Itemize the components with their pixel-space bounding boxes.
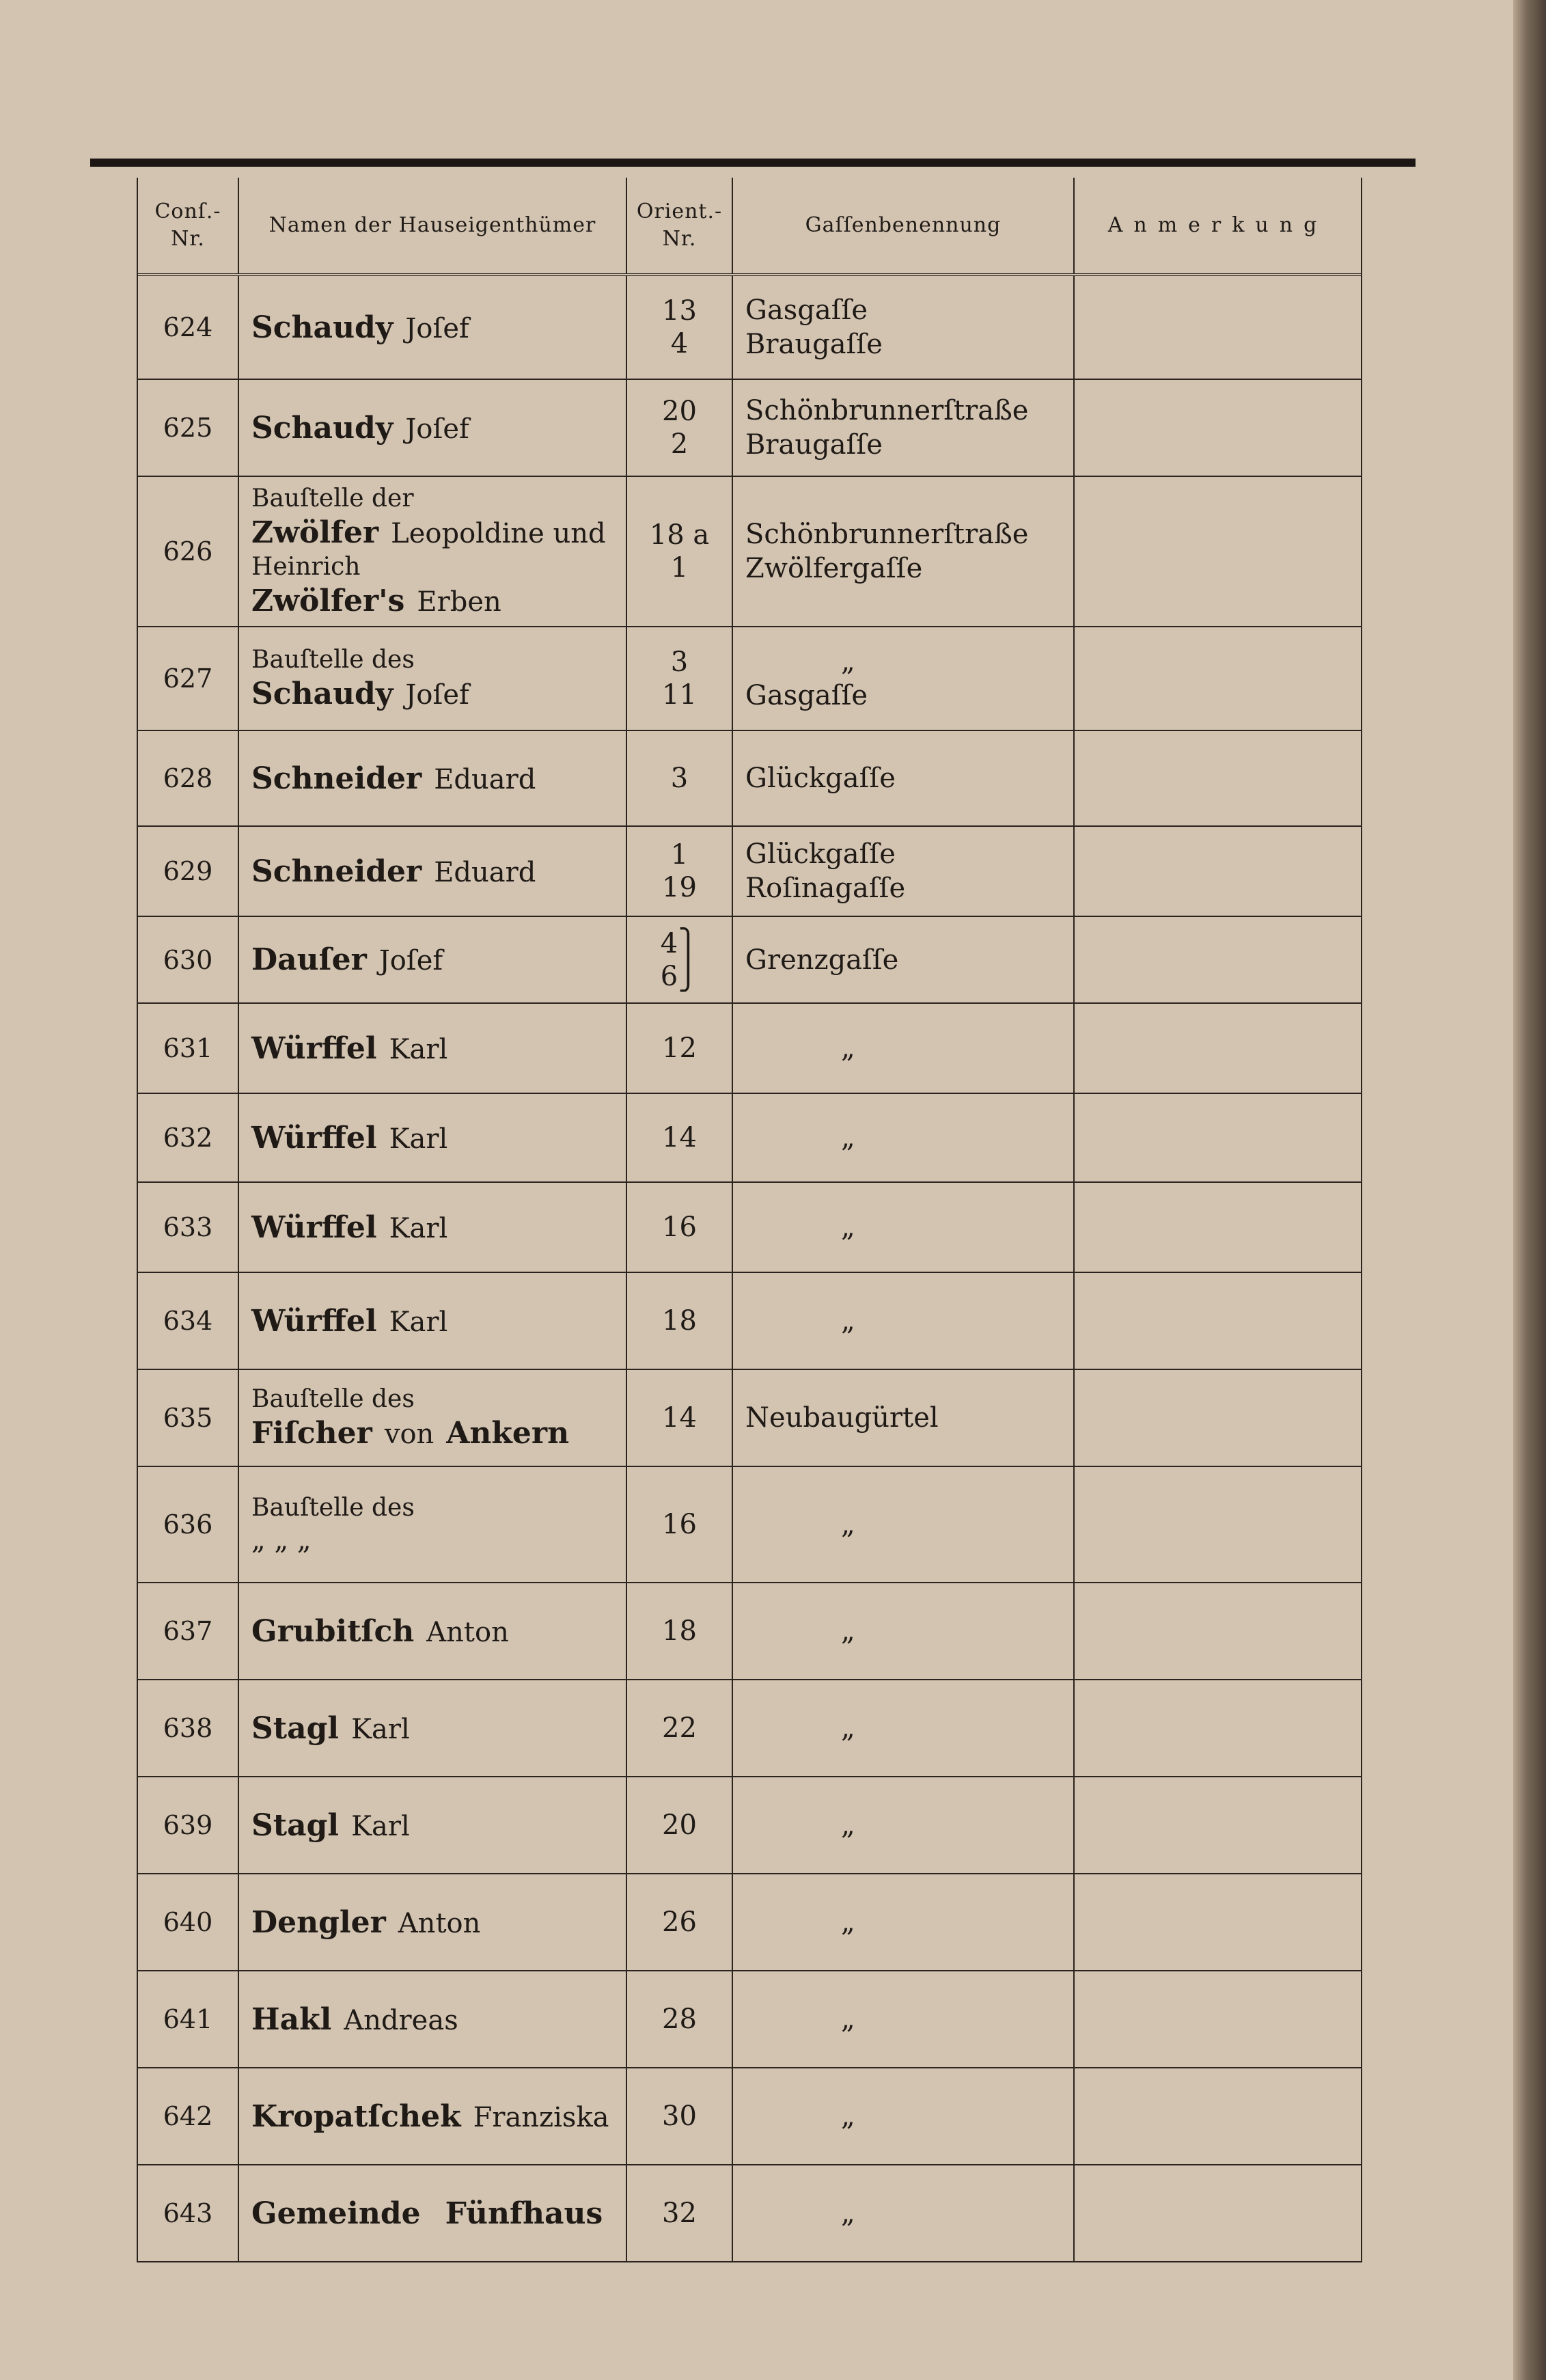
street-name	[733, 1583, 1075, 1679]
conscription-number-text: 629	[163, 856, 213, 886]
owner-given-name: Leopoldine und	[391, 518, 606, 549]
table-row	[138, 2068, 1361, 2165]
register-table	[137, 178, 1362, 2262]
orientation-number-text: 2	[670, 428, 689, 460]
orientation-number	[627, 276, 733, 379]
street-name-text: „	[841, 1615, 855, 1647]
table-row	[138, 1467, 1361, 1583]
table-row	[138, 1583, 1361, 1680]
owner-surname: Schaudy	[251, 676, 394, 711]
street-name-text: Grenzgaſſe	[745, 944, 899, 976]
conscription-number	[138, 1583, 239, 1679]
street-name	[733, 1094, 1075, 1181]
owner-prefix: Bauſtelle des	[251, 646, 415, 674]
owner-name	[239, 1777, 627, 1873]
orientation-number	[627, 1874, 733, 1970]
conscription-number	[138, 1680, 239, 1776]
orientation-number	[627, 1183, 733, 1272]
street-name-text: Gasgaſſe	[745, 680, 868, 711]
owner-given-name: Joſef	[405, 312, 469, 344]
owner-name	[239, 917, 627, 1002]
conscription-number	[138, 477, 239, 626]
remark-cell	[1075, 917, 1361, 1002]
conscription-number-text: 626	[163, 536, 213, 566]
owner-name	[239, 1680, 627, 1776]
remark-cell	[1075, 1874, 1361, 1970]
book-spine	[1513, 0, 1546, 2380]
conscription-number-text: 640	[163, 1907, 213, 1937]
table-row	[138, 1874, 1361, 1971]
owner-name	[239, 1874, 627, 1970]
conscription-number	[138, 1874, 239, 1970]
orientation-number	[627, 477, 733, 626]
table-row	[138, 1680, 1361, 1777]
owner-name	[239, 276, 627, 379]
conscription-number-text: 627	[163, 664, 213, 694]
street-name	[733, 2165, 1075, 2261]
orientation-number-text: 19	[662, 872, 697, 903]
conscription-number-text: 630	[163, 944, 213, 975]
owner-given-name: Karl	[351, 1810, 410, 1842]
street-name	[733, 1183, 1075, 1272]
remark-cell	[1075, 1777, 1361, 1873]
owner-surname: Grubitſch	[251, 1613, 415, 1649]
conscription-number	[138, 2068, 239, 2164]
orientation-number-text: 3	[670, 763, 689, 794]
conscription-number	[138, 1467, 239, 1582]
street-name-text: „	[841, 1122, 855, 1153]
street-name	[733, 276, 1075, 379]
orientation-number-text: 20	[662, 396, 697, 427]
owner-name	[239, 380, 627, 476]
remark-cell	[1075, 1183, 1361, 1272]
conscription-number	[138, 1777, 239, 1873]
owner-surname: Würffel	[251, 1303, 377, 1339]
remark-cell	[1075, 2068, 1361, 2164]
owner-given-name: Karl	[389, 1033, 448, 1065]
table-row	[138, 380, 1361, 477]
remark-cell	[1075, 1680, 1361, 1776]
orientation-number	[627, 2165, 733, 2261]
header-conscription-nr: Conſ.- Nr.	[138, 178, 239, 273]
street-name	[733, 1004, 1075, 1093]
orientation-number-text: 1	[670, 839, 689, 871]
owner-surname-2: Ankern	[446, 1416, 570, 1451]
conscription-number-text: 638	[163, 1713, 213, 1743]
orientation-number	[627, 1971, 733, 2067]
owner-name	[239, 1370, 627, 1466]
conscription-number	[138, 1004, 239, 1093]
street-name-text: „	[841, 1906, 855, 1938]
owner-given-name: Anton	[426, 1616, 509, 1648]
owner-name	[239, 2165, 627, 2261]
street-name-text: „	[841, 2101, 855, 2132]
table-header	[138, 178, 1361, 276]
owner-surname: Stagl	[251, 1710, 340, 1746]
owner-surname: Fiſcher	[251, 1416, 372, 1451]
conscription-number-text: 631	[163, 1033, 213, 1063]
conscription-number	[138, 1094, 239, 1181]
remark-cell	[1075, 2165, 1361, 2261]
owner-surname: Gemeinde	[251, 2196, 421, 2231]
orientation-number	[627, 1680, 733, 1776]
street-name-text: Roſinagaſſe	[745, 873, 906, 904]
owner-name	[239, 1183, 627, 1272]
orientation-number	[627, 1273, 733, 1369]
owner-given-name: Franziska	[473, 2101, 609, 2133]
remark-cell	[1075, 1094, 1361, 1181]
street-name	[733, 627, 1075, 730]
header-street-name: Gaſſenbenennung	[733, 178, 1075, 273]
owner-name	[239, 1467, 627, 1582]
conscription-number-text: 641	[163, 2004, 213, 2034]
street-name	[733, 917, 1075, 1002]
orientation-number-text: 12	[662, 1032, 697, 1064]
owner-prefix: Bauſtelle des	[251, 1385, 415, 1413]
table-row	[138, 1094, 1361, 1183]
remark-cell	[1075, 1583, 1361, 1679]
conscription-number-text: 634	[163, 1306, 213, 1336]
orientation-number	[627, 1004, 733, 1093]
remark-cell	[1075, 627, 1361, 730]
owner-given-name: von	[384, 1419, 434, 1450]
owner-surname: Schaudy	[251, 310, 394, 345]
orientation-number	[627, 627, 733, 730]
orientation-number-text: 4	[670, 328, 689, 359]
owner-given-name: Eduard	[434, 856, 536, 888]
owner-surname: Kropatſchek	[251, 2098, 461, 2134]
street-name	[733, 1370, 1075, 1466]
conscription-number-text: 636	[163, 1509, 213, 1540]
header-orientation-nr: Orient.- Nr.	[627, 178, 733, 273]
owner-name	[239, 1094, 627, 1181]
orientation-number-text: 20	[662, 1809, 697, 1841]
owner-surname: Schaudy	[251, 410, 394, 446]
table-row	[138, 1971, 1361, 2068]
owner-surname-2: Zwölfer's	[251, 584, 405, 618]
remark-cell	[1075, 731, 1361, 825]
street-name	[733, 1467, 1075, 1582]
table-row	[138, 1273, 1361, 1370]
owner-extra: Heinrich	[251, 553, 361, 581]
table-row	[138, 917, 1361, 1004]
conscription-number	[138, 731, 239, 825]
street-name-text: Gasgaſſe	[745, 295, 868, 326]
table-row	[138, 477, 1361, 627]
orientation-number-text: 32	[662, 2198, 697, 2229]
orientation-number	[627, 1777, 733, 1873]
remark-cell	[1075, 276, 1361, 379]
conscription-number-text: 633	[163, 1212, 213, 1242]
orientation-number	[627, 1467, 733, 1582]
owner-given-name: Joſef	[405, 679, 469, 711]
orientation-number	[627, 1094, 733, 1181]
street-name-text: Schönbrunnerſtraße	[745, 395, 1029, 426]
owner-surname: Würffel	[251, 1030, 377, 1066]
header-remarks: Anmerkung	[1107, 213, 1328, 237]
street-name	[733, 477, 1075, 626]
conscription-number	[138, 1183, 239, 1272]
owner-name	[239, 627, 627, 730]
remark-cell	[1075, 1467, 1361, 1582]
remark-cell	[1075, 477, 1361, 626]
conscription-number-text: 635	[163, 1403, 213, 1433]
conscription-number-text: 624	[163, 312, 213, 342]
owner-given-name: Karl	[389, 1212, 448, 1244]
orientation-number-text: 1	[670, 552, 689, 584]
owner-surname: Hakl	[251, 2001, 332, 2037]
orientation-number-text: 4⎫	[660, 927, 699, 959]
owner-name	[239, 1004, 627, 1093]
orientation-number	[627, 917, 733, 1002]
owner-prefix: Bauſtelle des	[251, 1493, 415, 1522]
remark-cell	[1075, 1971, 1361, 2067]
owner-name	[239, 2068, 627, 2164]
owner-given-name: Karl	[351, 1713, 410, 1745]
street-name	[733, 731, 1075, 825]
orientation-number-text: 16	[662, 1509, 697, 1540]
orientation-number-text: 28	[662, 2003, 697, 2035]
owner-given-name: Andreas	[344, 2004, 458, 2036]
conscription-number	[138, 380, 239, 476]
orientation-number	[627, 2068, 733, 2164]
street-name	[733, 1680, 1075, 1776]
owner-given-name: Anton	[398, 1907, 481, 1939]
table-row	[138, 1777, 1361, 1874]
orientation-number	[627, 731, 733, 825]
orientation-number	[627, 827, 733, 916]
street-name	[733, 2068, 1075, 2164]
owner-surname: Würffel	[251, 1120, 377, 1155]
owner-name	[239, 1583, 627, 1679]
owner-surname: Würffel	[251, 1209, 377, 1245]
street-name-text: Braugaſſe	[745, 429, 883, 461]
owner-given-name: Karl	[389, 1306, 448, 1338]
owner-surname: Stagl	[251, 1807, 340, 1843]
orientation-number-text: 6⎭	[660, 960, 699, 992]
conscription-number-text: 628	[163, 763, 213, 793]
orientation-number-text: 18 a	[649, 519, 710, 551]
remark-cell	[1075, 380, 1361, 476]
conscription-number	[138, 917, 239, 1002]
orientation-number	[627, 380, 733, 476]
table-row	[138, 1004, 1361, 1094]
street-name-text: „	[841, 1032, 855, 1064]
conscription-number-text: 625	[163, 413, 213, 443]
top-rule	[90, 159, 1416, 167]
table-row	[138, 1370, 1361, 1467]
conscription-number	[138, 2165, 239, 2261]
street-name-text: „	[841, 1712, 855, 1744]
orientation-number-text: 14	[662, 1122, 697, 1153]
street-name	[733, 1777, 1075, 1873]
table-row	[138, 276, 1361, 380]
street-name-text: „	[841, 2198, 855, 2229]
street-name-text: Glückgaſſe	[745, 763, 896, 794]
conscription-number-text: 637	[163, 1616, 213, 1646]
conscription-number-text: 632	[163, 1123, 213, 1153]
conscription-number	[138, 627, 239, 730]
street-name-text: „	[841, 2003, 855, 2035]
table-row	[138, 827, 1361, 917]
orientation-number-text: 18	[662, 1615, 697, 1647]
owner-given-name: Eduard	[434, 763, 536, 795]
conscription-number-text: 642	[163, 2101, 213, 2131]
orientation-number-text: 30	[662, 2101, 697, 2132]
remark-cell	[1075, 1273, 1361, 1369]
table-row	[138, 627, 1361, 731]
street-name-text: Neubaugürtel	[745, 1402, 939, 1434]
remark-cell	[1075, 1004, 1361, 1093]
conscription-number	[138, 1370, 239, 1466]
street-name-text: Glückgaſſe	[745, 838, 896, 870]
owner-given-name: „ „ „	[251, 1524, 312, 1556]
street-name-text: Braugaſſe	[745, 329, 883, 360]
street-name	[733, 1273, 1075, 1369]
orientation-number	[627, 1583, 733, 1679]
table-row	[138, 731, 1361, 827]
orientation-number-text: 16	[662, 1212, 697, 1243]
street-name-text: „	[841, 1212, 855, 1243]
remark-cell	[1075, 1370, 1361, 1466]
owner-surname: Dauſer	[251, 942, 367, 977]
orientation-number-text: 14	[662, 1402, 697, 1434]
conscription-number-text: 639	[163, 1810, 213, 1840]
street-name	[733, 1971, 1075, 2067]
owner-surname: Schneider	[251, 761, 422, 796]
orientation-number-text: 13	[662, 295, 697, 327]
conscription-number	[138, 827, 239, 916]
orientation-number-text: 3	[670, 646, 689, 678]
street-name	[733, 827, 1075, 916]
owner-name	[239, 731, 627, 825]
conscription-number-text: 643	[163, 2198, 213, 2228]
orientation-number-text: 22	[662, 1712, 697, 1744]
owner-surname: Dengler	[251, 1904, 386, 1940]
owner-given-name: Joſef	[378, 945, 443, 976]
street-name-text: Schönbrunnerſtraße	[745, 519, 1029, 550]
street-name	[733, 1874, 1075, 1970]
conscription-number	[138, 1971, 239, 2067]
street-name-text: Zwölfergaſſe	[745, 553, 923, 584]
owner-surname-2: Fünfhaus	[445, 2196, 603, 2231]
owner-surname: Zwölfer	[251, 515, 379, 550]
conscription-number	[138, 1273, 239, 1369]
street-name	[733, 380, 1075, 476]
conscription-number	[138, 276, 239, 379]
orientation-number-text: 18	[662, 1305, 697, 1337]
street-name-text: „	[841, 1509, 855, 1540]
table-row	[138, 2165, 1361, 2262]
table-row	[138, 1183, 1361, 1273]
orientation-number	[627, 1370, 733, 1466]
owner-given-name: Joſef	[405, 413, 469, 445]
owner-name	[239, 477, 627, 626]
owner-name	[239, 1273, 627, 1369]
owner-name	[239, 827, 627, 916]
street-name-text: „	[841, 646, 855, 677]
owner-surname: Schneider	[251, 853, 422, 889]
orientation-number-text: 11	[662, 679, 697, 711]
remark-cell	[1075, 827, 1361, 916]
owner-prefix: Bauſtelle der	[251, 484, 414, 512]
owner-name	[239, 1971, 627, 2067]
orientation-number-text: 26	[662, 1906, 697, 1938]
owner-given-name: Karl	[389, 1123, 448, 1155]
street-name-text: „	[841, 1809, 855, 1841]
street-name-text: „	[841, 1305, 855, 1337]
header-owner-names: Namen der Hauseigenthümer	[239, 178, 627, 273]
owner-given-name-2: Erben	[417, 586, 501, 618]
